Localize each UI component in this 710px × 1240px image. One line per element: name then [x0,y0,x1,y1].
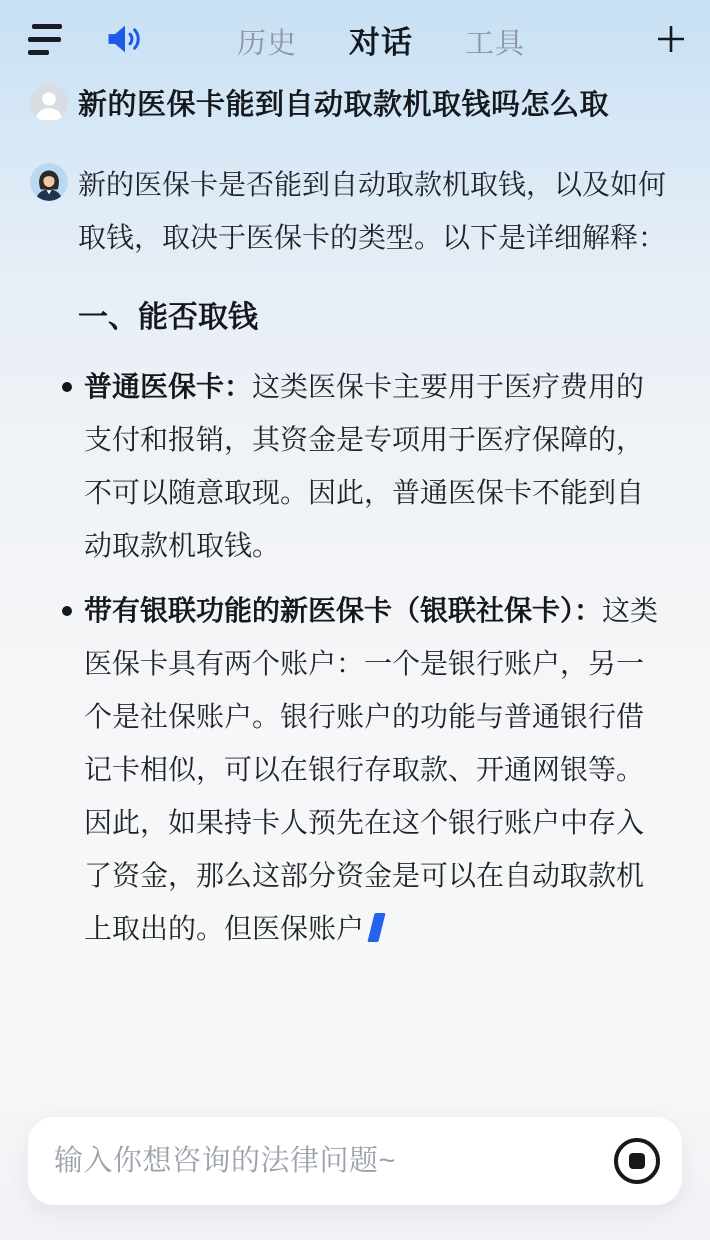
chat-area [0,72,710,967]
answer-bullet-list [78,360,670,955]
assistant-avatar [30,163,68,201]
bullet-dot [62,382,72,392]
bullet-body: 这类医保卡具有两个账户：一个是银行账户，另一个是社保账户。银行账户的功能与普通银行借记卡相似，可以在银行存取款、开通网银等。因此，如果持卡人预先在这个银行账户中存入了资金，那么这部分资金是可以在自动取款机上取出的。但医保账户 [84,595,659,944]
plus-icon[interactable] [654,22,688,56]
tab-dialogue[interactable]: 对话 [349,24,413,60]
answer-intro: 新的医保卡是否能到自动取款机取钱，以及如何取钱，取决于医保卡的类型。以下是详细解释： [78,169,667,253]
bullet-unionpay-card [78,584,670,955]
bullet-body: 这类医保卡主要用于医疗费用的支付和报销，其资金是专项用于医疗保障的，不可以随意取现。因此，普通医保卡不能到自动取款机取钱。 [84,371,645,561]
streaming-cursor-icon [367,913,385,942]
stop-generation-button[interactable] [614,1138,660,1184]
answer-section-title: 一、能否取钱 [78,301,258,334]
assistant-answer [78,163,670,967]
user-message-row [30,82,690,123]
tab-bar [108,17,654,62]
user-avatar [30,84,68,122]
user-question-text: 新的医保卡能到自动取款机取钱吗怎么取 [78,89,610,121]
bullet-dot [62,606,72,616]
assistant-message-row [30,163,690,967]
message-input-bar [28,1117,682,1205]
tab-history[interactable]: 历史 [236,27,297,60]
question-input[interactable] [54,1145,614,1178]
bullet-lead: 带有银联功能的新医保卡（银联社保卡）： [84,595,603,626]
hamburger-menu-icon[interactable] [28,19,62,59]
bullet-lead: 普通医保卡： [84,371,253,402]
top-bar [0,0,710,72]
stop-icon [629,1153,645,1169]
tab-tools[interactable]: 工具 [465,27,526,60]
bullet-ordinary-card [78,360,670,572]
